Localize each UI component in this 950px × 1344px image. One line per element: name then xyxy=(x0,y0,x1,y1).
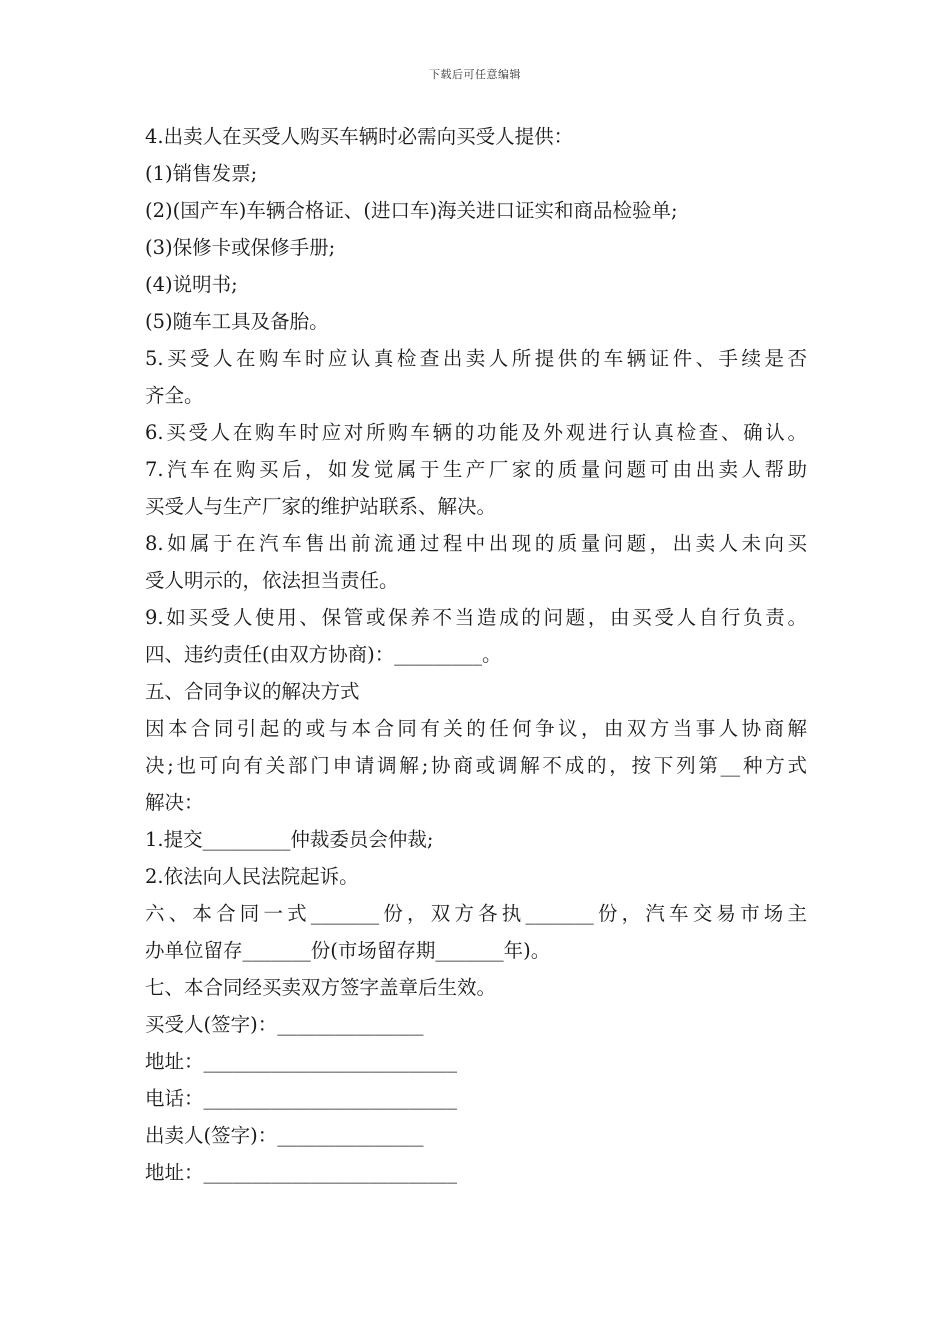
text-line: 2.依法向人民法院起诉。 xyxy=(145,865,359,888)
text-line: 9.如买受人使用、保管或保养不当造成的问题，由买受人自行负责。 xyxy=(145,606,807,629)
text-line: (3)保修卡或保修手册; xyxy=(145,236,336,259)
text-line: 5.买受人在购车时应认真检查出卖人所提供的车辆证件、手续是否 xyxy=(145,347,807,370)
text-line: 四、违约责任(由双方协商)：_________。 xyxy=(145,643,502,666)
text-line: (5)随车工具及备胎。 xyxy=(145,310,329,333)
text-line: 4.出卖人在买受人购买车辆时必需向买受人提供： xyxy=(145,125,574,148)
text-line: 受人明示的，依法担当责任。 xyxy=(145,569,399,592)
text-line: 办单位留存_______份(市场留存期_______年)。 xyxy=(145,939,551,962)
text-line: 1.提交_________仲裁委员会仲裁; xyxy=(145,828,434,851)
signature-line-buyer: 买受人(签字)：_______________ xyxy=(145,1013,424,1036)
text-line: (1)销售发票; xyxy=(145,162,258,185)
address-line-seller: 地址：__________________________ xyxy=(145,1161,458,1184)
text-line: 七、本合同经买卖双方签字盖章后生效。 xyxy=(145,976,497,999)
text-line: (4)说明书; xyxy=(145,273,238,296)
signature-line-seller: 出卖人(签字)：_______________ xyxy=(145,1124,424,1147)
phone-line-buyer: 电话：__________________________ xyxy=(145,1087,458,1110)
document-body xyxy=(145,118,807,1191)
text-line: (2)(国产车)车辆合格证、(进口车)海关进口证实和商品检验单; xyxy=(145,199,678,222)
page-header: 下载后可任意编辑 xyxy=(429,68,521,81)
text-line: 买受人与生产厂家的维护站联系、解决。 xyxy=(145,495,497,518)
text-line: 六、本合同一式_______份，双方各执_______份，汽车交易市场主 xyxy=(145,902,807,925)
address-line-buyer: 地址：__________________________ xyxy=(145,1050,458,1073)
text-line: 7.汽车在购买后，如发觉属于生产厂家的质量问题可由出卖人帮助 xyxy=(145,458,807,481)
text-line: 因本合同引起的或与本合同有关的任何争议，由双方当事人协商解 xyxy=(145,717,807,740)
text-line: 决;也可向有关部门申请调解;协商或调解不成的，按下列第__种方式 xyxy=(145,754,807,777)
text-line: 齐全。 xyxy=(145,384,204,407)
text-line: 8.如属于在汽车售出前流通过程中出现的质量问题，出卖人未向买 xyxy=(145,532,807,555)
text-line: 五、合同争议的解决方式 xyxy=(145,680,360,703)
text-line: 6.买受人在购车时应对所购车辆的功能及外观进行认真检查、确认。 xyxy=(145,421,807,444)
text-line: 解决： xyxy=(145,791,204,814)
